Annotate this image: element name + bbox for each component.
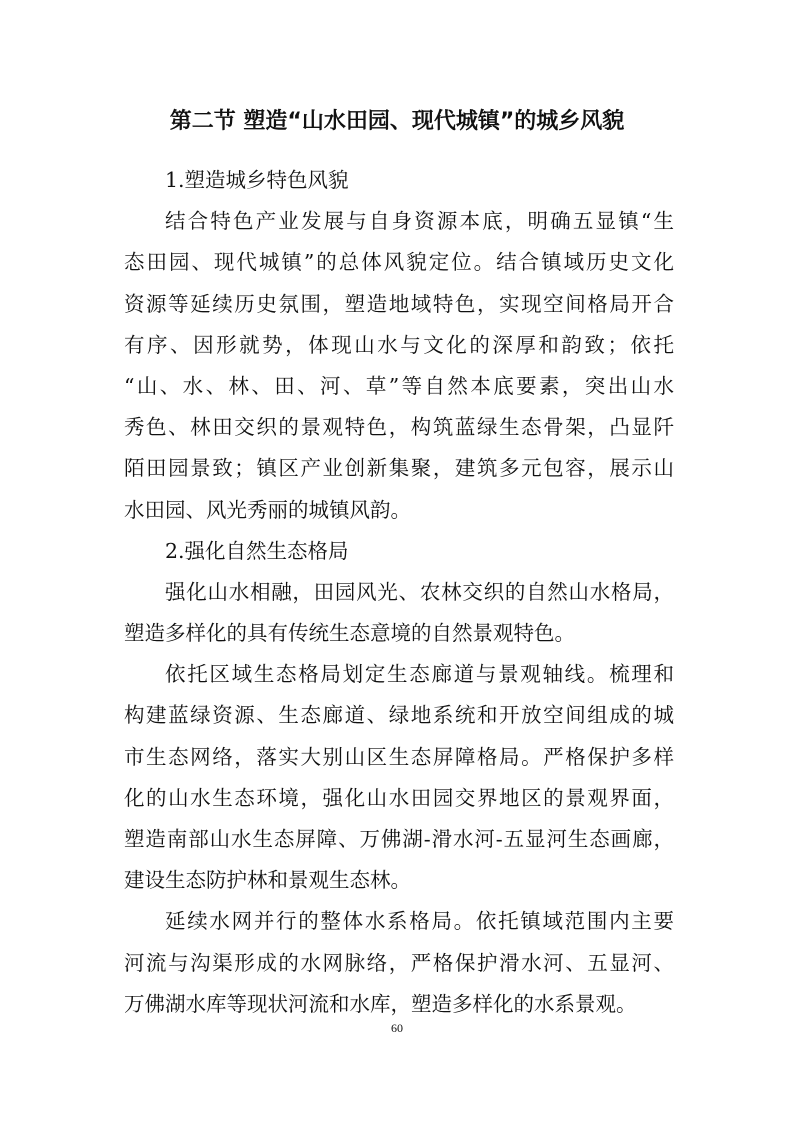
paragraph-line: 资源等延续历史氛围，塑造地域特色，实现空间格局开合 xyxy=(124,291,674,316)
paragraph-line: 态田园、现代城镇”的总体风貌定位。结合镇域历史文化 xyxy=(124,250,674,275)
subheading-1: 1.塑造城乡特色风貌 xyxy=(165,168,349,192)
paragraph-line: “山、水、林、田、河、草”等自然本底要素，突出山水 xyxy=(124,373,674,398)
paragraph-line: 塑造多样化的具有传统生态意境的自然景观特色。 xyxy=(124,621,575,646)
paragraph-4 xyxy=(124,901,674,1025)
paragraph-line: 塑造南部山水生态屏障、万佛湖-滑水河-五显河生态画廊， xyxy=(124,827,674,851)
paragraph-line: 陌田园景致；镇区产业创新集聚，建筑多元包容，展示山 xyxy=(124,456,674,481)
paragraph-line: 建设生态防护林和景观生态林。 xyxy=(124,868,411,893)
section-title: 第二节 塑造“山水田园、现代城镇”的城乡风貌 xyxy=(169,109,625,134)
paragraph-line: 秀色、林田交织的景观特色，构筑蓝绿生态骨架，凸显阡 xyxy=(124,415,674,440)
paragraph-line: 延续水网并行的整体水系格局。依托镇域范围内主要 xyxy=(165,909,674,934)
paragraph-line: 河流与沟渠形成的水网脉络，严格保护滑水河、五显河、 xyxy=(124,950,674,975)
paragraph-line: 强化山水相融，田园风光、农林交织的自然山水格局， xyxy=(165,579,674,604)
paragraph-line: 结合特色产业发展与自身资源本底，明确五显镇“生 xyxy=(165,209,674,234)
paragraph-line: 水田园、风光秀丽的城镇风韵。 xyxy=(124,497,411,522)
paragraph-3 xyxy=(124,654,674,901)
paragraph-line: 构建蓝绿资源、生态廊道、绿地系统和开放空间组成的城 xyxy=(124,703,674,728)
body-text xyxy=(124,160,674,1025)
subheading-2: 2.强化自然生态格局 xyxy=(165,538,349,563)
paragraph-line: 化的山水生态环境，强化山水田园交界地区的景观界面， xyxy=(124,785,674,810)
paragraph-line: 市生态网络，落实大别山区生态屏障格局。严格保护多样 xyxy=(124,744,674,769)
page-number: 60 xyxy=(391,1021,403,1035)
paragraph-line: 有序、因形就势，体现山水与文化的深厚和韵致；依托 xyxy=(124,332,674,357)
paragraph-1 xyxy=(124,201,674,531)
paragraph-2 xyxy=(124,572,674,654)
paragraph-line: 依托区域生态格局划定生态廊道与景观轴线。梳理和 xyxy=(165,662,674,687)
paragraph-line: 万佛湖水库等现状河流和水库，塑造多样化的水系景观。 xyxy=(124,991,637,1016)
